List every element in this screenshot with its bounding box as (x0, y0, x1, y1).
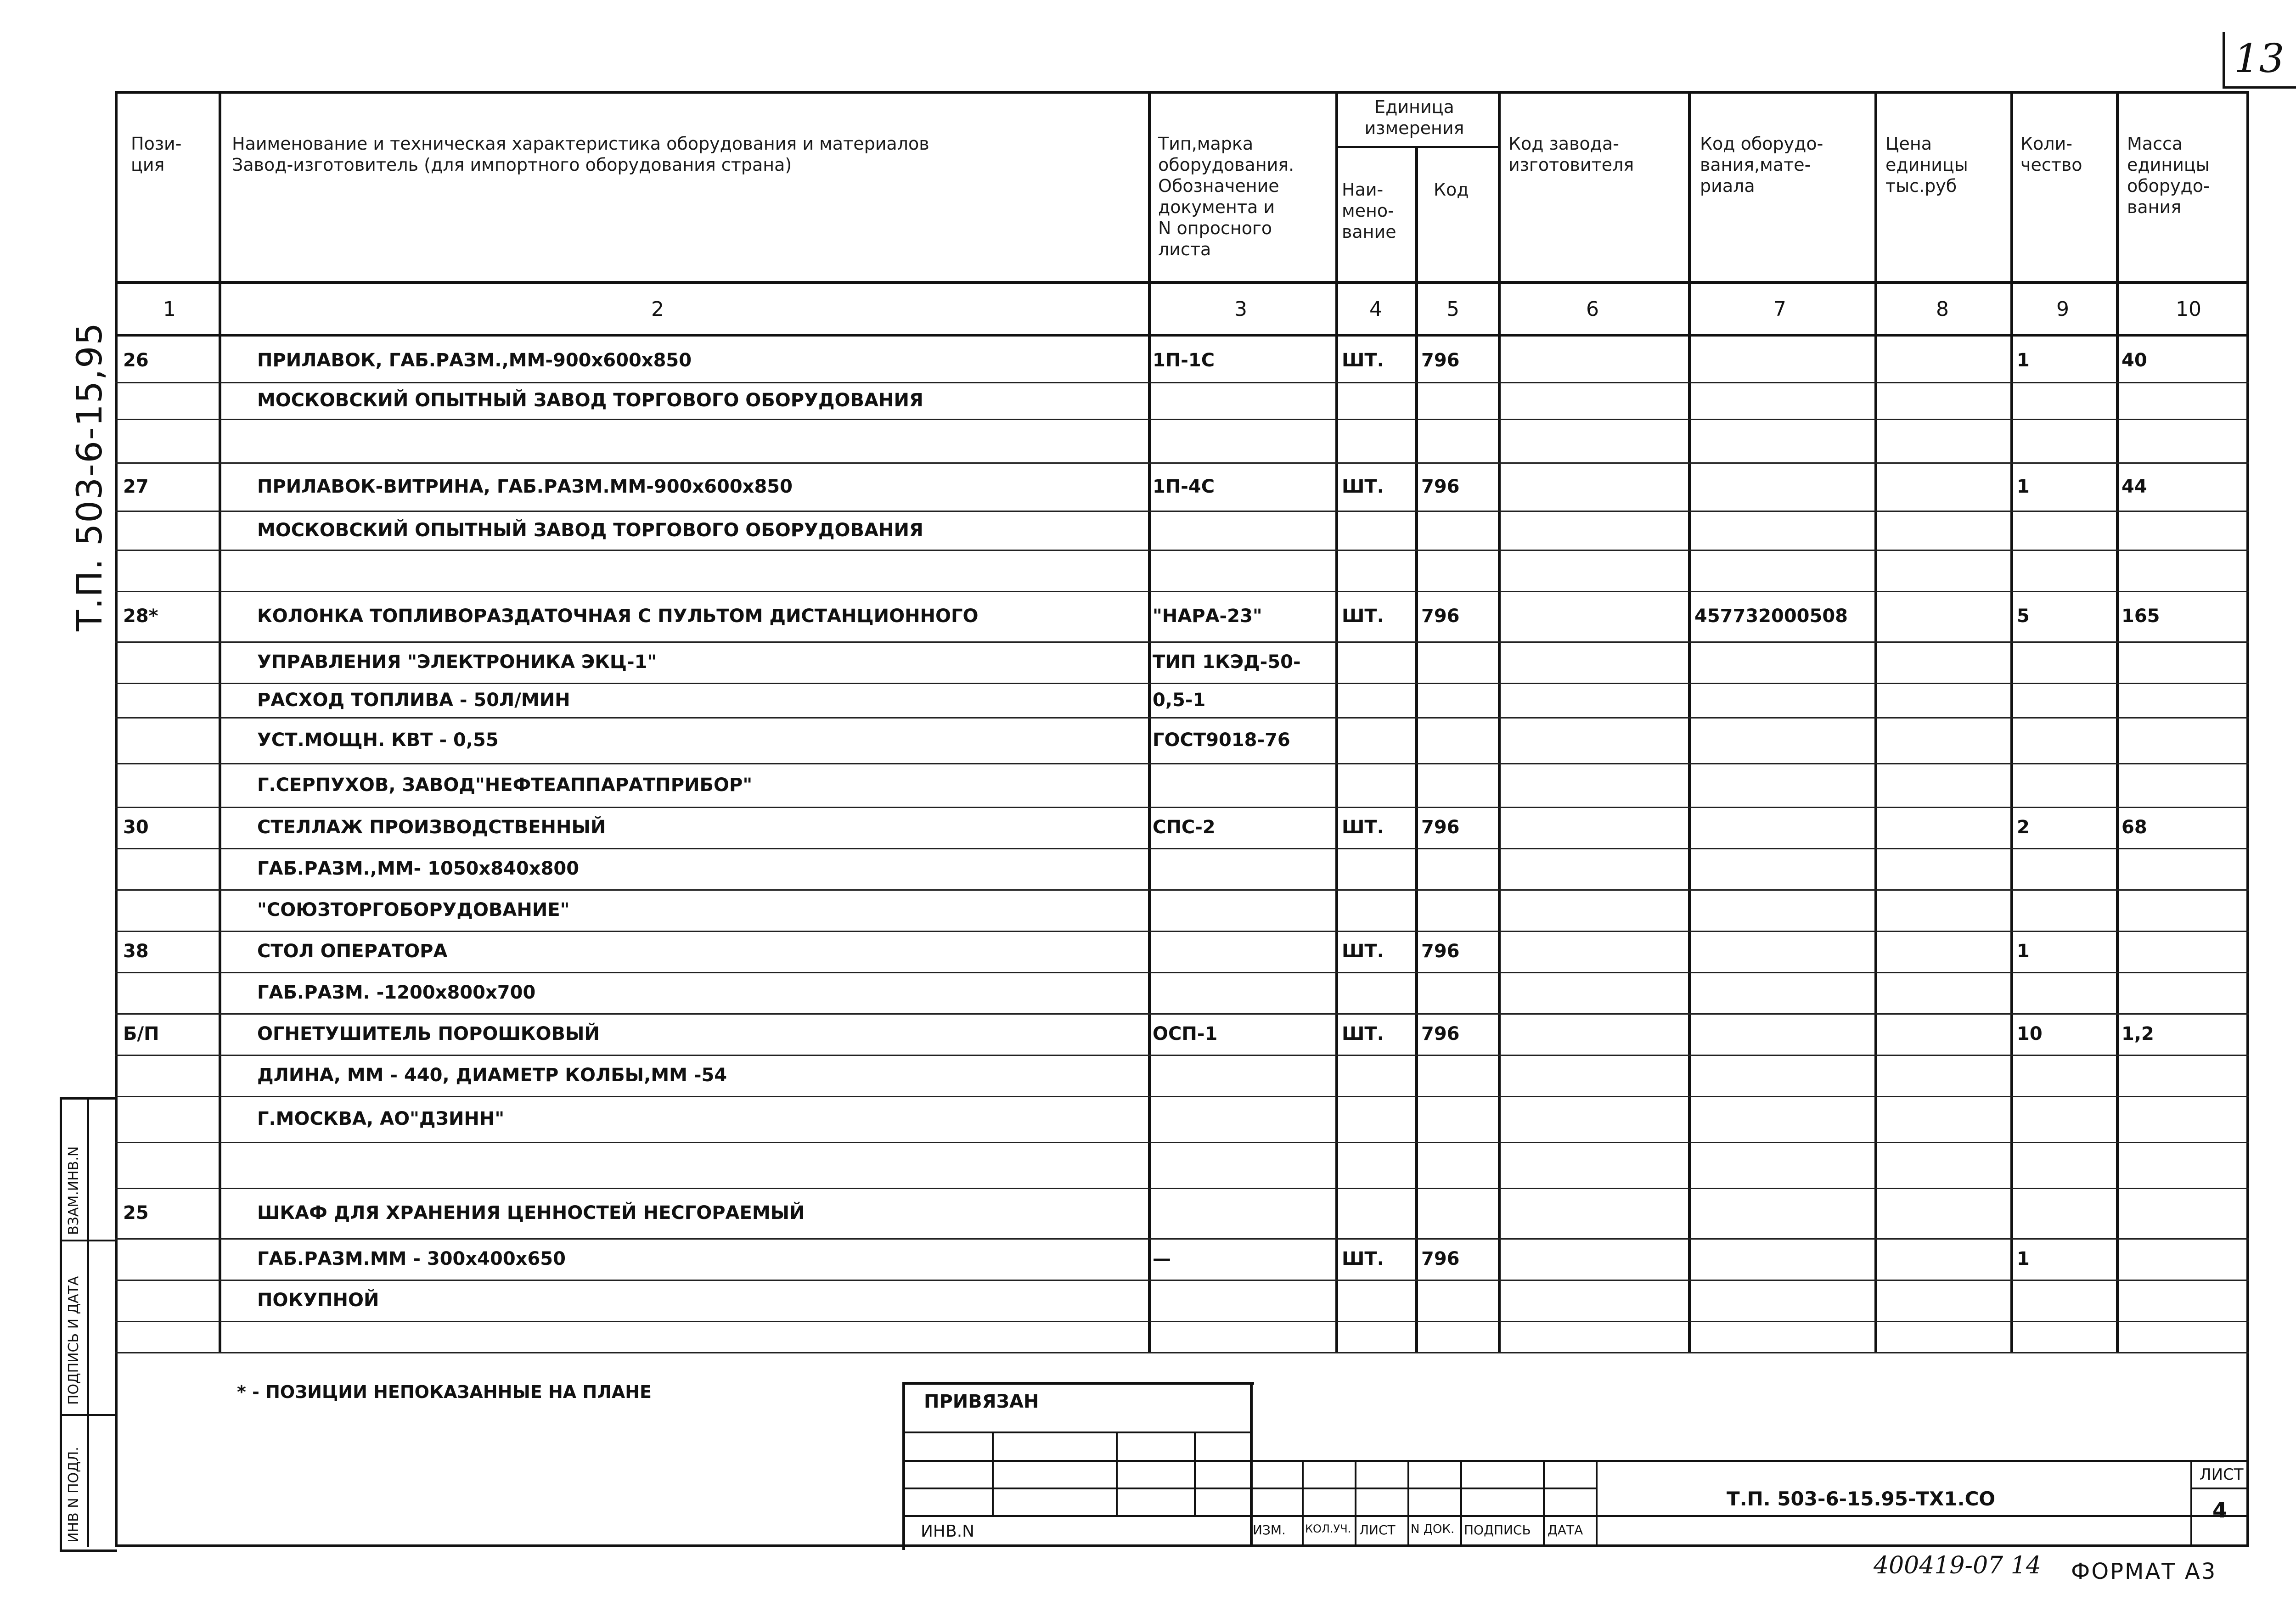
row-unit: ШТ. (1342, 941, 1384, 962)
row-position: 38 (123, 941, 149, 962)
format-label: ФОРМАТ А3 (2071, 1559, 2217, 1584)
row-mass: 44 (2122, 476, 2147, 497)
row-name: ГАБ.РАЗМ. -1200х800х700 (257, 982, 536, 1003)
stamp-col-izm: ИЗМ. (1253, 1522, 1286, 1538)
row-mass: 165 (2122, 606, 2160, 627)
row-unit-code: 796 (1421, 941, 1460, 962)
row-position: 25 (123, 1202, 149, 1224)
row-mass: 1,2 (2122, 1023, 2154, 1044)
row-unit-code: 796 (1421, 1248, 1460, 1269)
table-row (115, 420, 2249, 464)
colnum-10: 10 (2176, 298, 2201, 321)
corner-number: 13 (2234, 36, 2285, 82)
colnum-8: 8 (1936, 298, 1949, 321)
row-name: УСТ.МОЩН. КВТ - 0,55 (257, 730, 499, 751)
stamp-vline-h (1543, 1460, 1545, 1547)
margin-label-inv: ИНВ N ПОДЛ. (66, 1447, 82, 1543)
colnum-2: 2 (651, 298, 664, 321)
row-position: 28* (123, 606, 158, 627)
stamp-vline-g (1460, 1460, 1462, 1547)
row-name: "СОЮЗТОРГОБОРУДОВАНИЕ" (257, 899, 570, 921)
row-name: ПОКУПНОЙ (257, 1290, 379, 1311)
row-mass: 68 (2122, 817, 2147, 838)
row-name: Г.МОСКВА, АО"ДЗИНН" (257, 1108, 505, 1129)
margin-strip-divider (87, 1097, 89, 1547)
row-unit-code: 796 (1421, 476, 1460, 497)
table-row (115, 551, 2249, 592)
sheet-box-mid (2190, 1488, 2249, 1489)
colnum-5: 5 (1446, 298, 1459, 321)
row-type: — (1153, 1248, 1171, 1269)
row-mass: 40 (2122, 349, 2147, 371)
row-type: 0,5-1 (1153, 689, 1206, 711)
row-equip-code: 457732000508 (1694, 606, 1848, 627)
row-unit: ШТ. (1342, 817, 1384, 838)
row-unit-code: 796 (1421, 817, 1460, 838)
row-name: УПРАВЛЕНИЯ "ЭЛЕКТРОНИКА ЭКЦ-1" (257, 651, 657, 673)
margin-label-podpis: ПОДПИСЬ И ДАТА (66, 1276, 82, 1405)
stamp-vline-f (1407, 1460, 1409, 1547)
row-position: Б/П (123, 1023, 159, 1044)
header-divider (115, 281, 2249, 284)
row-type: 1П-4С (1153, 476, 1215, 497)
row-name: РАСХОД ТОПЛИВА - 50Л/МИН (257, 689, 570, 711)
stamp-col-koluch: КОЛ.УЧ. (1305, 1522, 1351, 1535)
row-quantity: 1 (2017, 1248, 2030, 1269)
row-name: ГАБ.РАЗМ.,ММ- 1050х840х800 (257, 858, 580, 879)
row-type: "НАРА-23" (1153, 606, 1262, 627)
stamp-vline-b (1116, 1432, 1118, 1515)
inv-label: ИНВ.N (921, 1522, 975, 1541)
row-name: ДЛИНА, ММ - 440, ДИАМЕТР КОЛБЫ,ММ -54 (257, 1065, 727, 1086)
stamp-sheet-number: 4 (2212, 1498, 2228, 1522)
row-unit: ШТ. (1342, 349, 1384, 371)
stamp-col-list: ЛИСТ (1359, 1522, 1396, 1538)
bound-box-bottom (902, 1432, 1251, 1433)
row-name: Г.СЕРПУХОВ, ЗАВОД"НЕФТЕАППАРАТПРИБОР" (257, 774, 753, 796)
colnum-6: 6 (1586, 298, 1599, 321)
row-unit: ШТ. (1342, 1023, 1384, 1044)
row-type: ОСП-1 (1153, 1023, 1218, 1044)
row-name: ПРИЛАВОК, ГАБ.РАЗМ.,ММ-900х600х850 (257, 349, 692, 371)
row-quantity: 5 (2017, 606, 2030, 627)
stamp-vline-d (1302, 1460, 1304, 1547)
margin-strip-line-1 (60, 1240, 115, 1241)
row-name: ОГНЕТУШИТЕЛЬ ПОРОШКОВЫЙ (257, 1023, 600, 1044)
row-quantity: 1 (2017, 349, 2030, 371)
row-position: 27 (123, 476, 149, 497)
table-row (115, 1281, 2249, 1322)
header-unit-name: Наи- мено- вание (1342, 180, 1396, 242)
row-name: СТОЛ ОПЕРАТОРА (257, 941, 448, 962)
row-name: ГАБ.РАЗМ.ММ - 300х400х650 (257, 1248, 566, 1269)
row-divider (115, 1352, 2249, 1353)
row-unit-code: 796 (1421, 606, 1460, 627)
bound-label: ПРИВЯЗАН (924, 1391, 1039, 1412)
row-unit-code: 796 (1421, 1023, 1460, 1044)
stamp-sheet-label: ЛИСТ (2200, 1465, 2244, 1484)
side-document-code: Т.П. 503-6-15,95 (69, 322, 110, 631)
header-equip-code: Код оборудо- вания,мате- риала (1700, 134, 1823, 196)
row-position: 26 (123, 349, 149, 371)
header-name: Наименование и техническая характеристика оборудования и материалов Завод-изготовитель (для импортного оборудования страна) (232, 134, 929, 175)
stamp-col-data: ДАТА (1548, 1522, 1583, 1538)
stamp-vline-c (1194, 1432, 1196, 1515)
header-mass: Масса единицы оборудо- вания (2127, 134, 2210, 217)
header-position: Пози- ция (131, 134, 182, 175)
row-quantity: 10 (2017, 1023, 2043, 1044)
row-unit-code: 796 (1421, 349, 1460, 371)
row-quantity: 1 (2017, 941, 2030, 962)
row-quantity: 1 (2017, 476, 2030, 497)
row-type: ТИП 1КЭД-50- (1153, 651, 1301, 673)
colnum-3: 3 (1234, 298, 1247, 321)
margin-label-vzam: ВЗАМ.ИНВ.N (66, 1146, 82, 1235)
row-name: КОЛОНКА ТОПЛИВОРАЗДАТОЧНАЯ С ПУЛЬТОМ ДИСТАНЦИОННОГО (257, 606, 979, 627)
table-row (115, 1322, 2249, 1353)
stamp-top-right (1250, 1460, 2249, 1462)
row-name: ПРИЛАВОК-ВИТРИНА, ГАБ.РАЗМ.ММ-900х600х850 (257, 476, 793, 497)
row-unit: ШТ. (1342, 1248, 1384, 1269)
colnum-4: 4 (1369, 298, 1382, 321)
stamp-vline-a (992, 1432, 994, 1515)
handwritten-code: 400419-07 14 (1874, 1552, 2041, 1579)
header-unit-group: Единица измерения (1364, 97, 1464, 138)
stamp-line-2 (902, 1488, 1596, 1489)
row-type: СПС-2 (1153, 817, 1216, 838)
colnum-7: 7 (1773, 298, 1786, 321)
stamp-col-ndoc: N ДОК. (1411, 1522, 1455, 1536)
stamp-vline-e (1355, 1460, 1356, 1547)
colnum-9: 9 (2056, 298, 2069, 321)
table-row (115, 1143, 2249, 1189)
row-name: МОСКОВСКИЙ ОПЫТНЫЙ ЗАВОД ТОРГОВОГО ОБОРУДОВАНИЯ (257, 519, 923, 541)
row-name: МОСКОВСКИЙ ОПЫТНЫЙ ЗАВОД ТОРГОВОГО ОБОРУДОВАНИЯ (257, 390, 923, 411)
header-price: Цена единицы тыс.руб (1885, 134, 1968, 196)
row-name: ШКАФ ДЛЯ ХРАНЕНИЯ ЦЕННОСТЕЙ НЕСГОРАЕМЫЙ (257, 1202, 805, 1224)
row-type: ГОСТ9018-76 (1153, 730, 1290, 751)
margin-strip-line-2 (60, 1414, 115, 1416)
row-position: 30 (123, 817, 149, 838)
stamp-col-podpis: ПОДПИСЬ (1464, 1522, 1531, 1538)
header-type: Тип,марка оборудования. Обозначение документа и N опросного листа (1158, 134, 1294, 259)
stamp-vline-i (1596, 1460, 1598, 1547)
row-quantity: 2 (2017, 817, 2030, 838)
footnote: * - ПОЗИЦИИ НЕПОКАЗАННЫЕ НА ПЛАНЕ (237, 1382, 652, 1402)
unit-group-divider (1335, 146, 1498, 148)
sheet-box-left (2190, 1460, 2192, 1547)
row-type: 1П-1С (1153, 349, 1215, 371)
row-unit: ШТ. (1342, 606, 1384, 627)
header-unit-code: Код (1434, 180, 1469, 200)
row-unit: ШТ. (1342, 476, 1384, 497)
row-name: СТЕЛЛАЖ ПРОИЗВОДСТВЕННЫЙ (257, 817, 606, 838)
colnum-1: 1 (163, 298, 176, 321)
stamp-line-3 (902, 1515, 2249, 1517)
colnum-divider (115, 334, 2249, 337)
header-quantity: Коли- чество (2020, 134, 2082, 175)
header-maker-code: Код завода- изготовителя (1508, 134, 1634, 175)
stamp-doc-code: Т.П. 503-6-15.95-ТХ1.СО (1727, 1488, 1996, 1510)
